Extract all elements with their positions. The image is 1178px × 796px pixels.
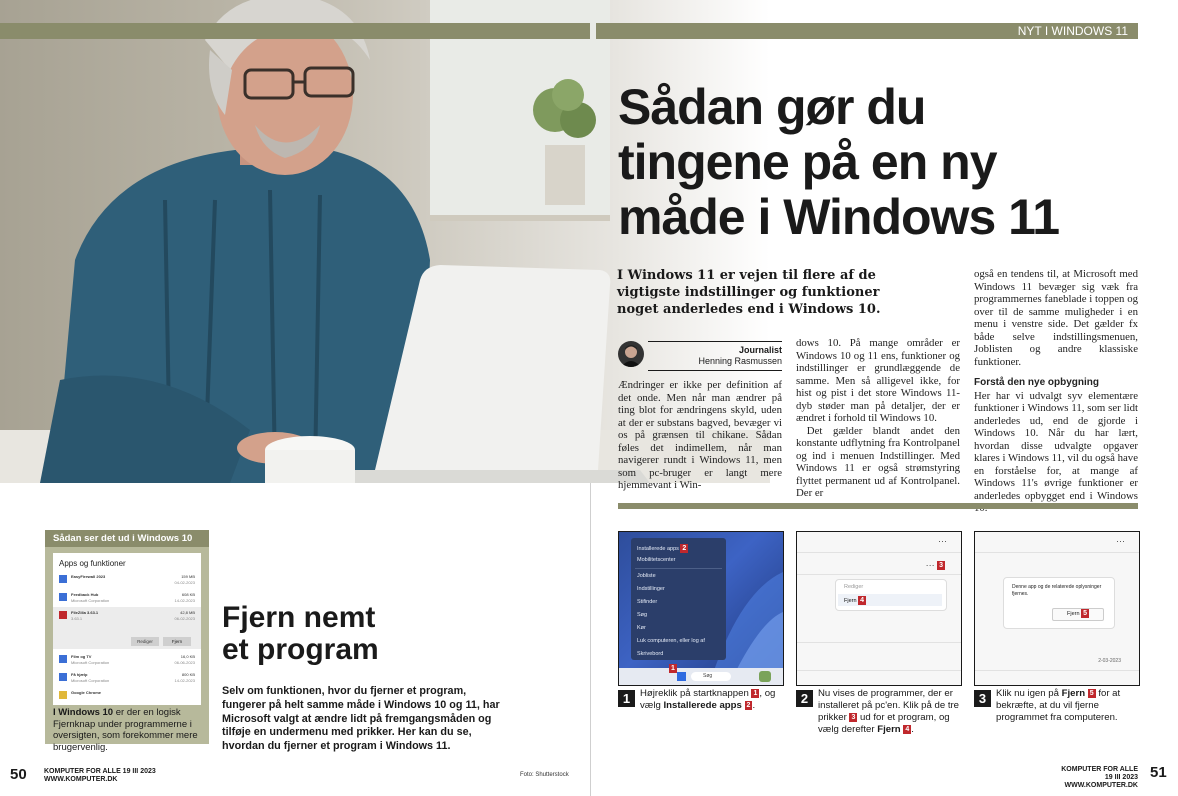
step-text-fragment: Højreklik på startknappen	[640, 688, 752, 699]
body-column-3-text-a: også en tendens til, at Microsoft med Windows 11 bevæger sig væk fra programmernes faneblade i toppen og over til de samme muligheder i en menu i venstre side. Det gælder fx både selve indstillingsmenuen, Joblisten og andre klassiske funktioner.	[974, 268, 1138, 368]
headline-line-2: tingene på en ny	[618, 134, 997, 190]
app-icon	[59, 655, 67, 663]
app-row	[59, 591, 197, 607]
accent-band-left	[0, 23, 590, 39]
app-name: Film og TV	[71, 654, 92, 659]
byline-name: Henning Rasmussen	[698, 356, 782, 366]
step-text-fragment: Klik nu igen på	[996, 688, 1062, 699]
start-button-icon[interactable]	[677, 672, 686, 681]
app-publisher: Microsoft Corporation	[71, 678, 110, 683]
list-divider	[797, 552, 961, 553]
menu-search[interactable]: Søg	[637, 612, 648, 618]
list-divider	[975, 670, 1139, 671]
app-icon	[59, 575, 67, 583]
app-date: 14-02-2023	[174, 678, 195, 683]
menu-installed-apps[interactable]: Installerede apps 2	[637, 545, 687, 552]
app-row	[59, 689, 197, 705]
taskbar-app-icon[interactable]	[759, 671, 771, 682]
app-size: 608 KB	[181, 592, 195, 597]
headline-line-1: Sådan gør du	[618, 79, 926, 135]
app-name: Feedback Hub	[71, 592, 99, 597]
app-size: 16,0 KB	[180, 654, 195, 659]
app-row-selected	[59, 609, 197, 625]
windows10-sidebar	[45, 530, 209, 753]
byline-role: Journalist	[738, 345, 782, 355]
footer-right	[1055, 766, 1138, 790]
section-divider	[618, 503, 1138, 509]
body-column-3-text-b: Her har vi udvalgt syv elementære funktioner i Windows 11, som ser lidt anderledes ud, end de gjorde i Windows 10. Når du har lært, hvordan disse udvalgte opgaver klares i Windows 11, vil du også have en forståelse for, at mange af Windows 11's øvrige funktioner er anderledes opbygget end i Windows	[974, 389, 1138, 502]
app-date: 06-06-2023	[174, 660, 195, 665]
byline-rule-bottom	[648, 370, 782, 371]
app-size: 42,8 MB	[180, 610, 195, 615]
app-publisher: 3.63.1	[71, 616, 83, 621]
list-divider	[797, 642, 961, 643]
menu-desktop[interactable]: Skrivebord	[637, 651, 664, 657]
caption-text: er der en logisk Fjernknap under programmerne i oversigten, som forekommer mere brugervenlig.	[53, 707, 198, 753]
menu-remove[interactable]: Fjern 4	[844, 597, 864, 604]
app-name: FileZilla 3.63.1	[71, 610, 99, 615]
subheading: Forstå den nye opbygning	[974, 377, 1100, 388]
app-row	[59, 671, 197, 687]
badge-4: 4	[860, 597, 864, 604]
menu-settings[interactable]: Indstillinger	[637, 586, 665, 592]
badge-3: 3	[851, 713, 856, 721]
feature-title	[222, 602, 522, 666]
app-name: Få hjælp	[71, 672, 88, 677]
page-number-right: 51	[1150, 764, 1167, 781]
sidebar-caption	[53, 707, 203, 753]
more-dots-icon[interactable]: ···	[1116, 536, 1125, 546]
body-column-2: dows 10. På mange områder er Windows 10 og 11 ens, funktioner og indstillinger er grundlæggende de samme. Men så alligevel ikke, for hist og pist i det store Windows 11-dyb støder man på detaljer, der er ændret i forhold til Windows 10. Det gælder blandt andet den konstante udflytning fra Kontrolpanel og ind i menuen Indstillinger. Med Windows 11 er også strømstyring flyttet permanent ud af Kontrolpanel. Der er	[796, 337, 960, 499]
app-icon	[59, 673, 67, 681]
footer-mag-left: KOMPUTER FOR ALLE 19 III 2023	[44, 768, 156, 775]
step-1-text	[640, 688, 786, 712]
taskbar-search[interactable]: Søg	[691, 672, 731, 681]
menu-task-manager[interactable]: Jobliste	[637, 573, 656, 579]
article-lead: I Windows 11 er vejen til flere af de vigtigste indstillinger og funktioner noget anderledes end i Windows 10.	[617, 268, 881, 317]
options-menu	[835, 579, 947, 611]
remove-button[interactable]: Fjern	[163, 637, 191, 646]
taskbar	[619, 665, 783, 685]
menu-separator	[635, 568, 722, 569]
row-date: 2-03-2023	[1098, 658, 1121, 664]
badge-5: 5	[1089, 689, 1094, 697]
confirm-dialog	[1003, 577, 1115, 629]
app-date: 06-02-2023	[174, 616, 195, 621]
step-2-text	[818, 688, 964, 736]
list-divider	[975, 552, 1139, 553]
badge-1: 1	[753, 689, 758, 697]
step-text-fragment: .	[752, 700, 756, 711]
step-3-text	[996, 688, 1142, 724]
headline-line-3: måde i Windows 11	[618, 189, 1060, 245]
filezilla-icon	[59, 611, 67, 619]
badge-5: 5	[1083, 610, 1087, 618]
feature-body: Selv om funktionen, hvor du fjerner et program, fungerer på helt samme måde i Windows 10 og 11, har Microsoft valgt at ændre lidt på fremgangsmåden og tilføje en undermenu med prikker. Her kan du se, hvordan du fjerner et program i Windows 11.	[222, 685, 500, 753]
app-name: Google Chrome	[71, 690, 102, 695]
badge-3: 3	[939, 562, 943, 570]
step-bold-term: Fjern	[1061, 688, 1086, 699]
menu-shutdown[interactable]: Luk computeren, eller log af	[637, 638, 705, 644]
author-avatar	[618, 341, 644, 367]
step-text-fragment: , og vælg	[640, 688, 776, 711]
step3-screenshot	[974, 531, 1140, 686]
app-size: 159 MB	[181, 574, 195, 579]
step-text-fragment: for at bekræfte, at du vil fjerne programmet fra computeren.	[996, 688, 1121, 723]
accent-band-right	[596, 23, 1010, 39]
step-number-2: 2	[796, 690, 813, 707]
windows10-screenshot	[53, 553, 201, 705]
step-text-fragment: .	[911, 724, 914, 735]
app-name: EasyFirewall 2023	[71, 574, 106, 579]
menu-modify[interactable]: Rediger	[844, 584, 864, 590]
body-column-3	[974, 268, 1138, 515]
step-number-1: 1	[618, 690, 635, 707]
section-kicker: NYT I WINDOWS 11	[1010, 23, 1138, 39]
badge-1: 1	[671, 665, 675, 672]
byline	[618, 341, 782, 371]
menu-file-explorer[interactable]: Stifinder	[637, 599, 658, 605]
step1-screenshot	[618, 531, 784, 686]
body-column-1: Ændringer er ikke per definition af det onde. Men når man ændrer på ting blot for ændringens skyld, uden at der er substans bagved, bevæger vi os på grænsen til chikane. Sådan føles det indimellem, når man navigerer rundt i Windows 11, men som pc-bruger er langt mere hjemmevant i Win-	[618, 379, 782, 491]
article-headline	[618, 80, 1138, 245]
footer-url-right: WWW.KOMPUTER.DK	[1064, 782, 1138, 789]
feature-title-line-2: et program	[222, 633, 379, 666]
step-text-fragment: Nu vises de programmer, der er installeret på pc'en. Klik på de tre prikker	[818, 688, 960, 723]
list-divider	[797, 670, 961, 671]
app-size: 800 KB	[181, 672, 195, 677]
list-divider	[797, 574, 961, 575]
menu-mobility-center[interactable]: Mobilitetscenter	[637, 557, 676, 563]
app-publisher: Microsoft Corporation	[71, 660, 110, 665]
badge-2: 2	[682, 545, 687, 552]
feature-title-line-1: Fjern nemt	[222, 601, 376, 634]
step-bold-term: Fjern	[877, 724, 901, 735]
footer-url-left: WWW.KOMPUTER.DK	[44, 776, 118, 783]
step-text-fragment: ud for et program, og vælg derefter	[818, 712, 950, 735]
byline-rule-top	[648, 341, 782, 342]
footer-left	[44, 768, 156, 784]
more-dots-icon[interactable]: ··· 3	[925, 560, 943, 570]
more-dots-icon[interactable]: ···	[938, 536, 947, 546]
sidebar-header: Sådan ser det ud i Windows 10	[45, 530, 209, 547]
step-number-3: 3	[974, 690, 991, 707]
photo-credit: Foto: Shutterstock	[520, 772, 569, 778]
app-publisher: Microsoft Corporation	[71, 598, 110, 603]
app-row	[59, 653, 197, 669]
menu-run[interactable]: Kør	[637, 625, 646, 631]
context-menu	[631, 538, 726, 660]
step-bold-term: Installerede apps	[663, 700, 742, 711]
badge-2: 2	[746, 701, 751, 709]
app-date: 04-02-2023	[174, 580, 195, 585]
dialog-remove-button[interactable]: Fjern 5	[1052, 608, 1104, 621]
caption-bold: I Windows 10	[53, 707, 114, 718]
page-number-left: 50	[10, 766, 27, 783]
badge-4: 4	[905, 725, 910, 733]
footer-mag-right: KOMPUTER FOR ALLE 19 III 2023	[1061, 766, 1138, 781]
screenshot-title: Apps og funktioner	[59, 559, 126, 568]
step2-screenshot	[796, 531, 962, 686]
modify-button[interactable]: Rediger	[131, 637, 159, 646]
chrome-icon	[59, 691, 67, 699]
app-date: 14-02-2023	[174, 598, 195, 603]
app-icon	[59, 593, 67, 601]
dialog-text: Denne app og de relaterede oplysninger fjernes.	[1012, 584, 1102, 597]
app-row	[59, 573, 197, 589]
